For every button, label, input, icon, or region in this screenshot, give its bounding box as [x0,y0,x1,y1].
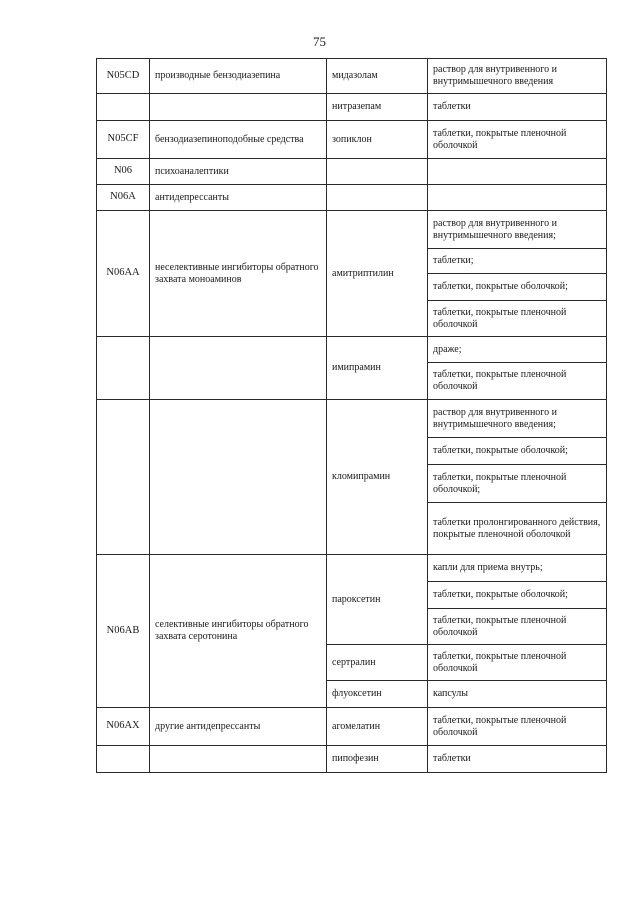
dosage-form [428,159,607,185]
table-row [97,185,607,211]
dosage-form: таблетки, покрытые пленочной оболочкой [428,645,607,681]
table-row [97,708,607,746]
dosage-form: таблетки пролонгированного действия, покрытые пленочной оболочкой [428,503,607,555]
dosage-form: таблетки, покрытые пленочной оболочкой [428,301,607,337]
drug-name: пароксетин [327,555,428,645]
atc-code: N06AB [97,555,150,708]
table-row [97,211,607,249]
dosage-form [428,185,607,211]
table-row [97,746,607,773]
table-row [97,555,607,582]
atc-code [97,337,150,400]
dosage-form: таблетки; [428,249,607,274]
dosage-form: капли для приема внутрь; [428,555,607,582]
atc-group: психоаналептики [150,159,327,185]
atc-code [97,94,150,121]
table-row [97,121,607,159]
atc-code: N05CF [97,121,150,159]
atc-group: селективные ингибиторы обратного захвата серотонина [150,555,327,708]
dosage-form: раствор для внутривенного и внутримышечного введения; [428,400,607,438]
dosage-form: таблетки [428,94,607,121]
atc-code: N06 [97,159,150,185]
table-row [97,159,607,185]
atc-code: N06AX [97,708,150,746]
atc-group: другие антидепрессанты [150,708,327,746]
drug-name: сертралин [327,645,428,681]
dosage-form: таблетки [428,746,607,773]
drug-name: кломипрамин [327,400,428,555]
dosage-form: таблетки, покрытые пленочной оболочкой [428,121,607,159]
table-row [97,59,607,94]
dosage-form: таблетки, покрытые оболочкой; [428,582,607,609]
table-row [97,94,607,121]
drug-name: мидазолам [327,59,428,94]
page-number: 75 [313,34,326,49]
atc-code: N05CD [97,59,150,94]
table-row [97,337,607,363]
dosage-form: таблетки, покрытые пленочной оболочкой [428,609,607,645]
atc-group [150,400,327,555]
atc-group: антидепрессанты [150,185,327,211]
dosage-form: таблетки, покрытые пленочной оболочкой [428,363,607,400]
drug-name: флуоксетин [327,681,428,708]
atc-group: производные бензодиазепина [150,59,327,94]
drug-name [327,159,428,185]
drug-name [327,185,428,211]
atc-group [150,746,327,773]
atc-group [150,94,327,121]
dosage-form: раствор для внутривенного и внутримышечного введения; [428,211,607,249]
atc-code: N06A [97,185,150,211]
drug-name: амитриптилин [327,211,428,337]
drug-name: нитразепам [327,94,428,121]
table-row [97,400,607,438]
dosage-form: капсулы [428,681,607,708]
dosage-form: таблетки, покрытые пленочной оболочкой [428,708,607,746]
drug-name: зопиклон [327,121,428,159]
drug-name: пипофезин [327,746,428,773]
drug-name: агомелатин [327,708,428,746]
dosage-form: драже; [428,337,607,363]
atc-group: бензодиазепиноподобные средства [150,121,327,159]
atc-code [97,400,150,555]
dosage-form: раствор для внутривенного и внутримышечного введения [428,59,607,94]
drug-name: имипрамин [327,337,428,400]
dosage-form: таблетки, покрытые пленочной оболочкой; [428,465,607,503]
atc-code: N06AA [97,211,150,337]
atc-code [97,746,150,773]
atc-group: неселективные ингибиторы обратного захвата моноаминов [150,211,327,337]
dosage-form: таблетки, покрытые оболочкой; [428,438,607,465]
drug-table [96,58,607,773]
dosage-form: таблетки, покрытые оболочкой; [428,274,607,301]
atc-group [150,337,327,400]
